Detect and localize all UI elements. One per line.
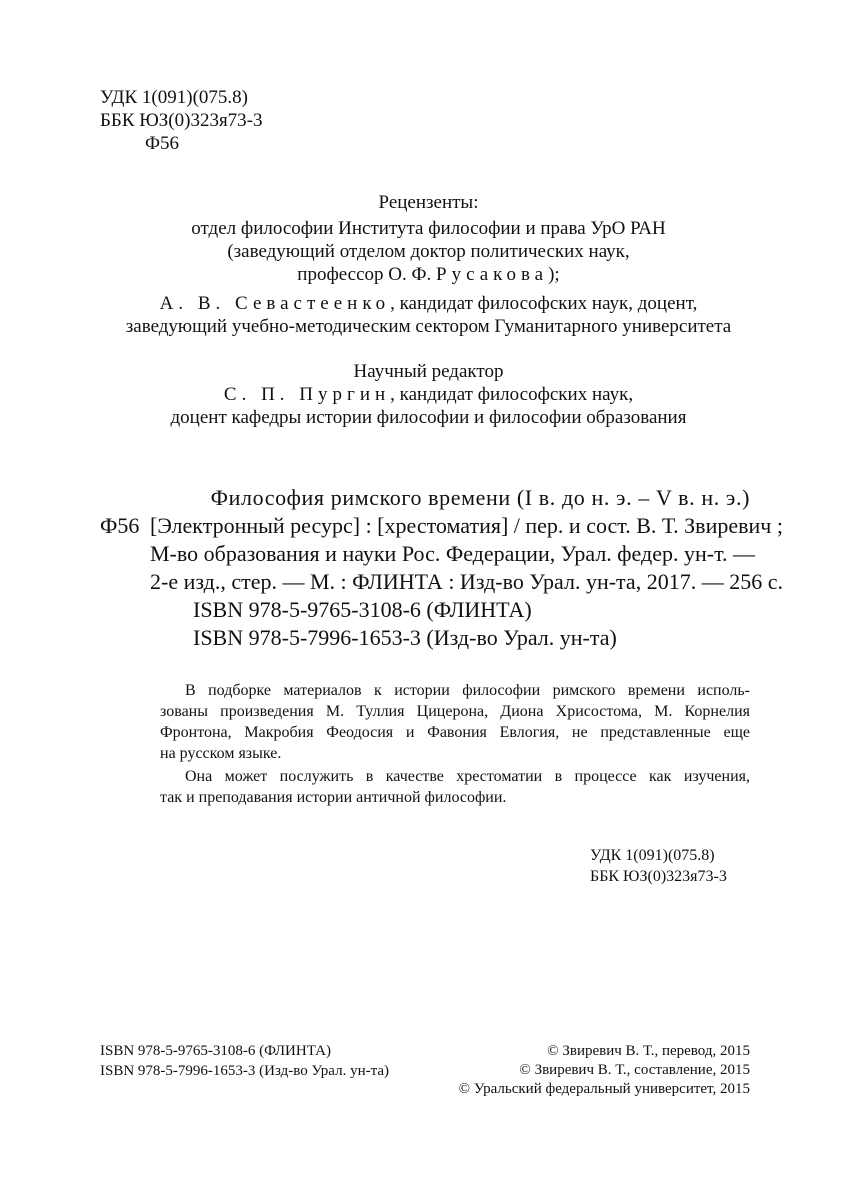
editor-line-2: доцент кафедры истории философии и философии образования bbox=[170, 407, 687, 428]
reviewers-line-4-suffix: , кандидат философских наук, доцент, bbox=[390, 293, 698, 314]
catalog-line-4: 2-е изд., стер. — М. : ФЛИНТА : Изд-во Урал. ун-та, 2017. — 256 с. bbox=[150, 569, 783, 594]
bottom-isbn-2: ISBN 978-5-7996-1653-3 (Изд-во Урал. ун-та) bbox=[100, 1063, 389, 1079]
annotation-p1-line-4: на русском языке. bbox=[160, 745, 282, 762]
author-mark-top: Ф56 bbox=[145, 133, 180, 154]
reviewers-line-2: (заведующий отделом доктор политических наук, bbox=[227, 241, 630, 262]
catalog-line-3: М-во образования и науки Рос. Федерации, Урал. федер. ун-т. — bbox=[150, 541, 756, 566]
catalog-line-2: [Электронный ресурс] : [хрестоматия] / пер. и сост. В. Т. Звиревич ; bbox=[150, 513, 783, 538]
copyright-compilation: © Звиревич В. Т., составление, 2015 bbox=[519, 1062, 750, 1078]
catalog-isbn-2: ISBN 978-5-7996-1653-3 (Изд-во Урал. ун-та) bbox=[193, 625, 617, 650]
reviewers-line-3-prefix: профессор О. Ф. bbox=[297, 264, 437, 285]
reviewers-line-3-suffix: ); bbox=[548, 264, 560, 285]
copyright-translation: © Звиревич В. Т., перевод, 2015 bbox=[547, 1043, 750, 1059]
catalog-isbn-1: ISBN 978-5-9765-3108-6 (ФЛИНТА) bbox=[193, 597, 532, 622]
reviewers-line-3 bbox=[0, 263, 857, 286]
editor-name-purgin: С. П. Пургин bbox=[223, 384, 391, 405]
annotation-p1-line-1: В подборке материалов к истории философии римского времени исполь- bbox=[185, 682, 750, 699]
copyright-university: © Уральский федеральный университет, 2015 bbox=[458, 1081, 750, 1097]
bottom-isbn-1: ISBN 978-5-9765-3108-6 (ФЛИНТА) bbox=[100, 1043, 331, 1059]
udk-code-top: УДК 1(091)(075.8) bbox=[100, 87, 248, 108]
bbk-code-bottom: ББК ЮЗ(0)323я73-3 bbox=[590, 868, 727, 885]
editor-line-1 bbox=[0, 383, 857, 406]
annotation-p2-line-1: Она может послужить в качестве хрестоматии в процессе как изучения, bbox=[185, 768, 750, 785]
catalog-title-line: Философия римского времени (I в. до н. э. – V в. н. э.) bbox=[210, 485, 750, 510]
reviewers-line-5: заведующий учебно-методическим сектором Гуманитарного университета bbox=[125, 316, 732, 337]
reviewers-line-4 bbox=[0, 292, 857, 315]
reviewers-line-1: отдел философии Института философии и права УрО РАН bbox=[191, 218, 666, 239]
editor-line-1-suffix: , кандидат философских наук, bbox=[390, 384, 634, 405]
catalog-author-mark: Ф56 bbox=[100, 513, 140, 538]
udk-code-bottom: УДК 1(091)(075.8) bbox=[590, 847, 715, 864]
bbk-code-top: ББК ЮЗ(0)323я73-3 bbox=[100, 110, 263, 131]
annotation-p2-line-2: так и преподавания истории античной философии. bbox=[160, 789, 507, 806]
annotation-p1-line-3: Фронтона, Макробия Феодосия и Фавония Евлогия, не представленные еще bbox=[160, 724, 750, 741]
editor-heading: Научный редактор bbox=[353, 361, 504, 382]
reviewer-name-sevasteenko: А. В. Севастеенко bbox=[159, 293, 391, 314]
reviewers-heading: Рецензенты: bbox=[378, 192, 479, 213]
annotation-p1-line-2: зованы произведения М. Туллия Цицерона, Диона Хрисостома, М. Корнелия bbox=[160, 703, 750, 720]
reviewer-name-rusakova: Русакова bbox=[436, 264, 549, 285]
